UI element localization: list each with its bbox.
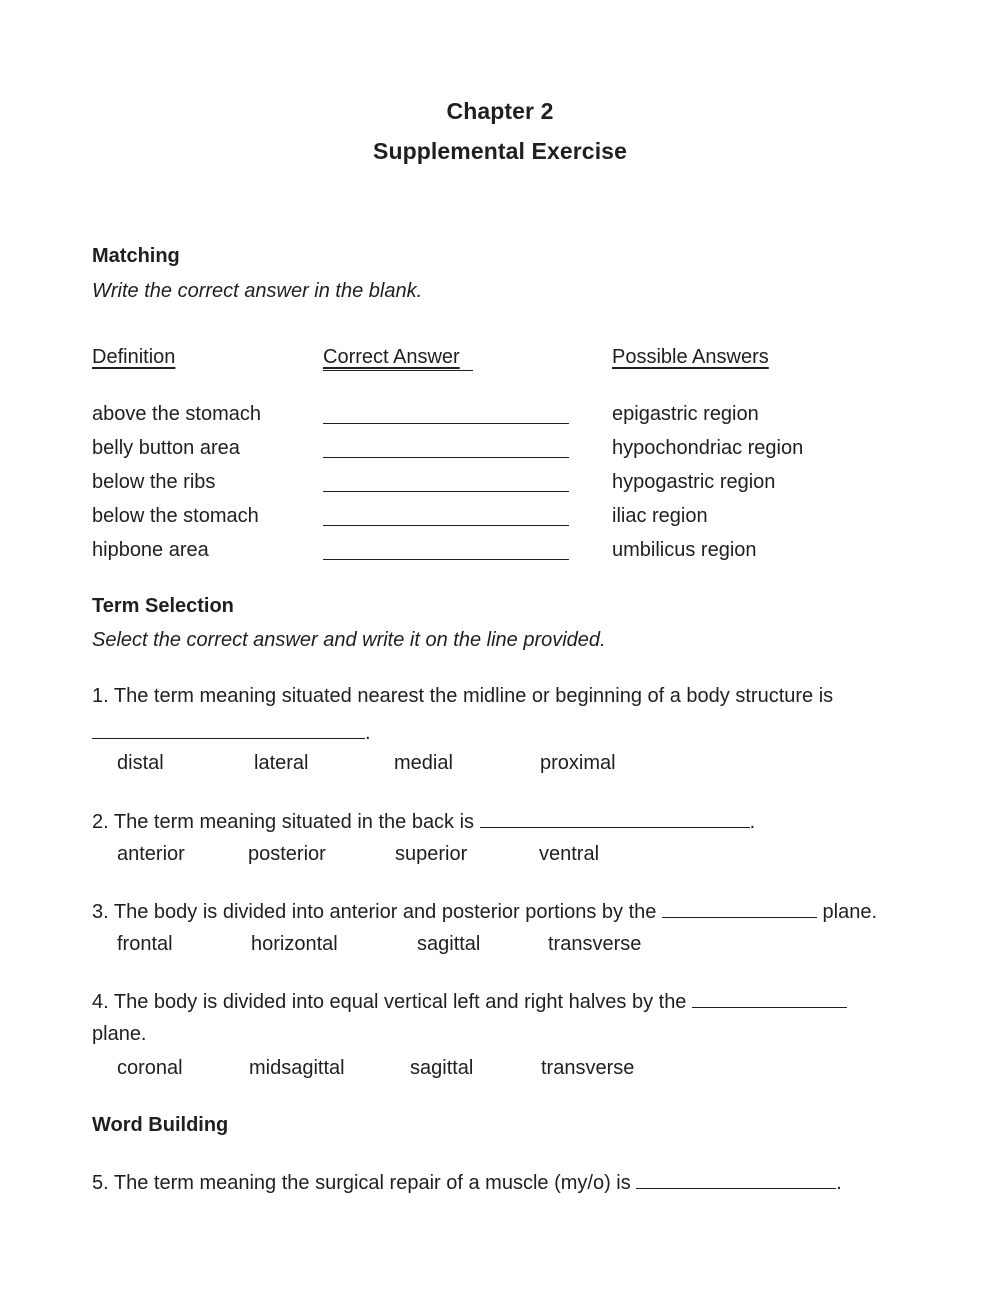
possible-answer: umbilicus region [612,539,757,561]
worksheet-subtitle: Supplemental Exercise [373,138,627,164]
matching-row [92,539,892,569]
question-1-text: 1. The term meaning situated nearest the midline or beginning of a body structure is [92,685,834,707]
question-2-line: 2. The term meaning situated in the back is . [92,811,756,833]
possible-answer: hypochondriac region [612,437,804,459]
question-3-options [117,933,917,961]
matching-heading: Matching [92,245,180,267]
question-5-line: 5. The term meaning the surgical repair of a muscle (my/o) is . [92,1172,842,1194]
option-lateral: lateral [254,752,309,774]
option-horizontal: horizontal [251,933,338,955]
question-4-options [117,1057,917,1085]
question-4-line [92,989,847,1014]
option-frontal: frontal [117,933,173,955]
question-4-end: plane. [92,1023,147,1045]
definition-text: hipbone area [92,539,209,561]
word-building-heading: Word Building [92,1114,229,1136]
matching-row [92,403,892,433]
definition-text: below the stomach [92,505,259,527]
question-2-options [117,843,917,871]
option-proximal: proximal [540,752,616,774]
option-posterior: posterior [248,843,326,865]
question-1-answer-line: . [92,720,371,745]
definition-text: belly button area [92,437,240,459]
answer-blank[interactable] [323,525,569,526]
definition-text: above the stomach [92,403,261,425]
matching-row [92,471,892,501]
option-ventral: ventral [539,843,600,865]
option-transverse: transverse [541,1057,635,1079]
question-3-blank[interactable] [662,899,817,918]
option-superior: superior [395,843,468,865]
option-sagittal: sagittal [417,933,481,955]
column-header-correct-answer: Correct Answer [323,346,460,368]
question-5-text: 5. The term meaning the surgical repair of a muscle (my/o) is [92,1172,631,1194]
question-1-options [117,752,917,780]
option-midsagittal: midsagittal [249,1057,345,1079]
possible-answer: epigastric region [612,403,759,425]
answer-blank[interactable] [323,491,569,492]
possible-answer: hypogastric region [612,471,776,493]
column-header-underline [323,370,473,371]
option-distal: distal [117,752,164,774]
column-header-possible-answers: Possible Answers [612,346,769,368]
question-3-line: 3. The body is divided into anterior and posterior portions by the plane. [92,901,878,923]
answer-blank[interactable] [323,559,569,560]
question-2-blank[interactable] [480,809,750,828]
term-selection-heading: Term Selection [92,595,234,617]
question-1-blank[interactable] [92,720,365,739]
chapter-title: Chapter 2 [446,98,554,124]
option-sagittal: sagittal [410,1057,474,1079]
question-4-blank[interactable] [692,989,847,1008]
question-2-text: 2. The term meaning situated in the back is [92,811,475,833]
question-4-text: 4. The body is divided into equal vertical left and right halves by the [92,991,687,1013]
answer-blank[interactable] [323,423,569,424]
question-3-text: 3. The body is divided into anterior and posterior portions by the [92,901,657,923]
matching-row [92,505,892,535]
term-selection-instruction: Select the correct answer and write it on the line provided. [92,629,606,651]
option-transverse: transverse [548,933,642,955]
matching-instruction: Write the correct answer in the blank. [92,280,423,302]
option-coronal: coronal [117,1057,183,1079]
matching-row [92,437,892,467]
definition-text: below the ribs [92,471,216,493]
column-header-definition: Definition [92,346,176,368]
option-medial: medial [394,752,453,774]
answer-blank[interactable] [323,457,569,458]
option-anterior: anterior [117,843,185,865]
possible-answer: iliac region [612,505,708,527]
question-5-blank[interactable] [636,1170,836,1189]
